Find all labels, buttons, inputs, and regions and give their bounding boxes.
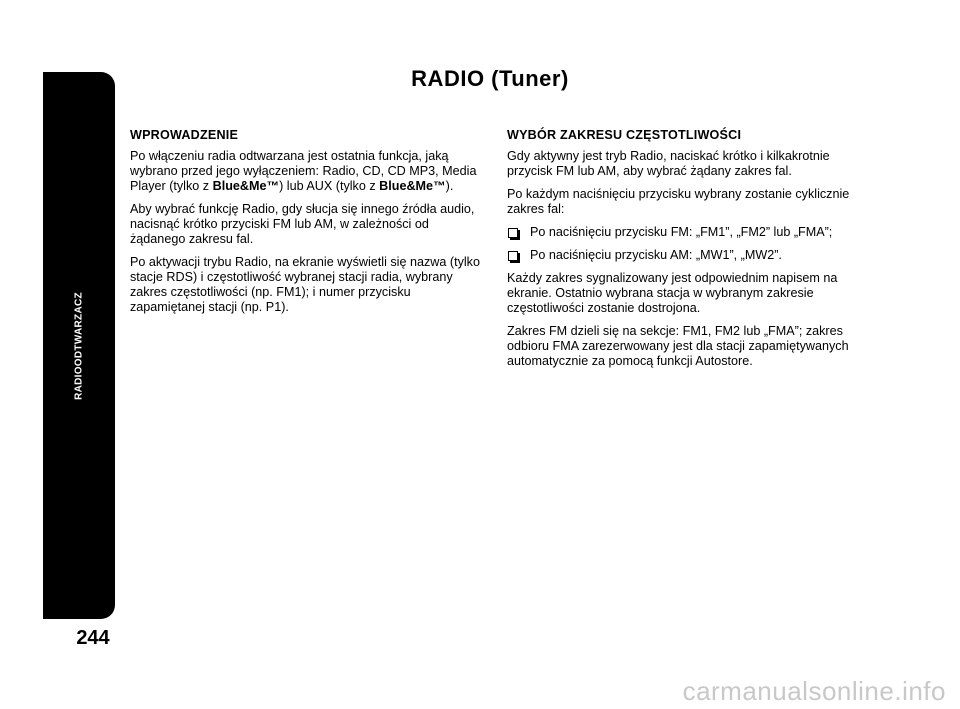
page-number: 244 — [76, 627, 110, 649]
list-item — [507, 248, 867, 263]
brand-text: Blue&Me™ — [212, 179, 280, 193]
section-heading-intro: WPROWADZENIE — [130, 128, 239, 142]
section-heading-band-select: WYBÓR ZAKRESU CZĘSTOTLIWOŚCI — [507, 128, 742, 142]
list-item-text: Po naciśnięciu przycisku AM: „MW1”, „MW2”. — [530, 248, 782, 262]
list-item — [507, 225, 867, 240]
checkbox-bullet-icon — [508, 251, 518, 261]
watermark: carmanualsonline.info — [682, 676, 946, 706]
page-title: RADIO (Tuner) — [411, 66, 569, 91]
paragraph: Gdy aktywny jest tryb Radio, naciskać krótko i kilkakrotnie przycisk FM lub AM, aby wybrać żądany zakres fal. — [507, 149, 830, 178]
paragraph — [130, 149, 485, 194]
text: ). — [445, 179, 454, 193]
section-tab-label: RADIOODTWARZACZ — [73, 292, 85, 400]
paragraph: Po każdym naciśnięciu przycisku wybrany zostanie cyklicznie zakres fal: — [507, 187, 850, 216]
text: Po włączeniu radia odtwarzana jest ostatnia funkcja, jaką wybrano przed jego wyłączeniem: Radio, CD, CD MP3, Media Player (tylko z — [130, 149, 477, 193]
list-item-text: Po naciśnięciu przycisku FM: „FM1”, „FM2” lub „FMA”; — [530, 225, 833, 239]
paragraph: Po aktywacji trybu Radio, na ekranie wyświetli się nazwa (tylko stacje RDS) i częstotliwość wybranej stacji radia, wybrany zakres częstotliwości (np. FM1); i numer przycisku zapamiętanej stacji (np. P1). — [130, 255, 480, 314]
left-column — [130, 128, 485, 323]
text: ) lub AUX (tylko z — [279, 179, 380, 193]
brand-text: Blue&Me™ — [379, 179, 446, 193]
paragraph: Aby wybrać funkcję Radio, gdy słucja się innego źródła audio, nacisnąć krótko przyciski FM lub AM, w zależności od żądanego zakresu fal. — [130, 202, 475, 246]
paragraph: Zakres FM dzieli się na sekcje: FM1, FM2 lub „FMA”; zakres odbioru FMA zarezerwowany jest dla stacji zapamiętywanych automatycznie za pomocą funkcji Autostore. — [507, 324, 849, 368]
paragraph: Każdy zakres sygnalizowany jest odpowiednim napisem na ekranie. Ostatnio wybrana stacja w wybranym zakresie częstotliwości zostanie dostrojona. — [507, 271, 838, 315]
right-column — [507, 128, 867, 377]
checkbox-bullet-icon — [508, 228, 518, 238]
